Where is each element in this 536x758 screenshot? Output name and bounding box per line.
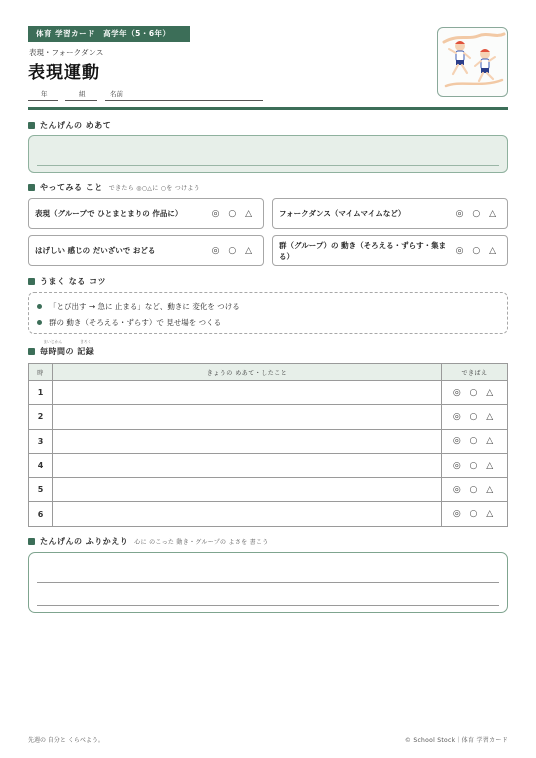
tip-text: 群の 動き（そろえる・ずらす）で 見せ場を つくる	[49, 318, 222, 327]
try-heading-text: やってみる こと	[40, 183, 103, 192]
activity-card	[272, 198, 508, 229]
bullet-dot-icon	[37, 320, 42, 325]
goal-cell[interactable]	[53, 429, 442, 453]
tip-text: 「とび出す → 急に 止まる」など、動きに 変化を つける	[49, 302, 240, 311]
table-row	[29, 405, 508, 429]
activity-label: フォークダンス（マイムマイムなど）	[279, 209, 406, 218]
activity-label: 群（グループ）の 動き（そろえる・ずらす・集まる）	[279, 240, 447, 261]
try-heading-note: できたら ◎○△に ○を つけよう	[108, 185, 200, 192]
bullet-dot-icon	[37, 304, 42, 309]
name-field[interactable]	[105, 87, 263, 101]
furigana: きろく	[80, 339, 92, 344]
period-number: 2	[29, 405, 53, 429]
try-section-heading	[28, 182, 200, 193]
record-heading-word: きろく 記録	[77, 339, 95, 356]
record-heading-particle: の	[65, 347, 78, 356]
running-kids-icon	[437, 27, 508, 97]
header-divider	[28, 107, 508, 110]
bullet-square-icon	[28, 184, 35, 191]
goal-input-box[interactable]	[28, 135, 508, 173]
rating-marks[interactable]: ◎ ○ △	[455, 208, 499, 219]
rating-marks[interactable]: ◎ ○ △	[442, 381, 508, 405]
goal-cell[interactable]	[53, 502, 442, 526]
goal-cell[interactable]	[53, 405, 442, 429]
goal-cell[interactable]	[53, 453, 442, 477]
period-number: 1	[29, 381, 53, 405]
class-label: 組	[79, 90, 86, 98]
table-row	[29, 429, 508, 453]
tips-section-heading	[28, 276, 106, 287]
rating-marks[interactable]: ◎ ○ △	[442, 478, 508, 502]
name-label: 名前	[110, 90, 123, 98]
col-header-result: できばえ	[442, 364, 508, 381]
col-header-period: 時	[29, 364, 53, 381]
table-row	[29, 502, 508, 526]
writing-line	[37, 605, 499, 606]
tips-heading-text: うまく なる コツ	[40, 277, 107, 286]
table-row	[29, 453, 508, 477]
bullet-square-icon	[28, 538, 35, 545]
col-header-goal: きょうの めあて・したこと	[53, 364, 442, 381]
bullet-square-icon	[28, 122, 35, 129]
rating-marks[interactable]: ◎ ○ △	[442, 405, 508, 429]
goal-cell[interactable]	[53, 478, 442, 502]
table-header-row	[29, 364, 508, 381]
activity-label: 表現（グループで ひとまとまりの 作品に）	[35, 209, 183, 218]
reflection-heading-note: 心に のこった 動き・グループの よさを 書こう	[134, 539, 269, 546]
footer-note: 先週の 自分と くらべよう。	[28, 737, 104, 744]
tip-item	[37, 317, 221, 328]
goal-section-heading	[28, 120, 111, 131]
activity-card	[272, 235, 508, 266]
rating-marks[interactable]: ◎ ○ △	[442, 453, 508, 477]
category-subtitle: 表現・フォークダンス	[29, 48, 104, 57]
rating-marks[interactable]: ◎ ○ △	[455, 245, 499, 256]
activity-label: はげしい 感じの だいざいで おどる	[35, 246, 156, 255]
record-table	[28, 363, 508, 527]
activity-card	[28, 235, 264, 266]
reflection-heading-text: たんげんの ふりかえり	[40, 537, 129, 546]
goal-heading-text: たんげんの めあて	[40, 121, 112, 130]
reflection-input-box[interactable]	[28, 552, 508, 613]
year-label: 年	[41, 90, 48, 98]
rating-marks[interactable]: ◎ ○ △	[442, 429, 508, 453]
period-number: 5	[29, 478, 53, 502]
bullet-square-icon	[28, 348, 35, 355]
writing-line	[37, 165, 499, 166]
footer-credit: © School Stock｜体育 学習カード	[404, 737, 508, 744]
grade-badge: 体育 学習カード 高学年（5・6年）	[28, 26, 190, 42]
rating-marks[interactable]: ◎ ○ △	[211, 245, 255, 256]
page-title: 表現運動	[28, 63, 100, 83]
name-row	[28, 87, 263, 101]
furigana: まいじかん	[43, 339, 63, 344]
table-row	[29, 381, 508, 405]
tips-box	[28, 292, 508, 334]
goal-cell[interactable]	[53, 381, 442, 405]
reflection-section-heading	[28, 536, 269, 547]
activity-card	[28, 198, 264, 229]
tip-item	[37, 301, 240, 312]
period-number: 4	[29, 453, 53, 477]
record-heading-word: まいじかん 毎時間	[40, 339, 66, 356]
period-number: 6	[29, 502, 53, 526]
rating-marks[interactable]: ◎ ○ △	[211, 208, 255, 219]
writing-line	[37, 582, 499, 583]
rating-marks[interactable]: ◎ ○ △	[442, 502, 508, 526]
bullet-square-icon	[28, 278, 35, 285]
table-row	[29, 478, 508, 502]
period-number: 3	[29, 429, 53, 453]
record-section-heading	[28, 339, 95, 357]
